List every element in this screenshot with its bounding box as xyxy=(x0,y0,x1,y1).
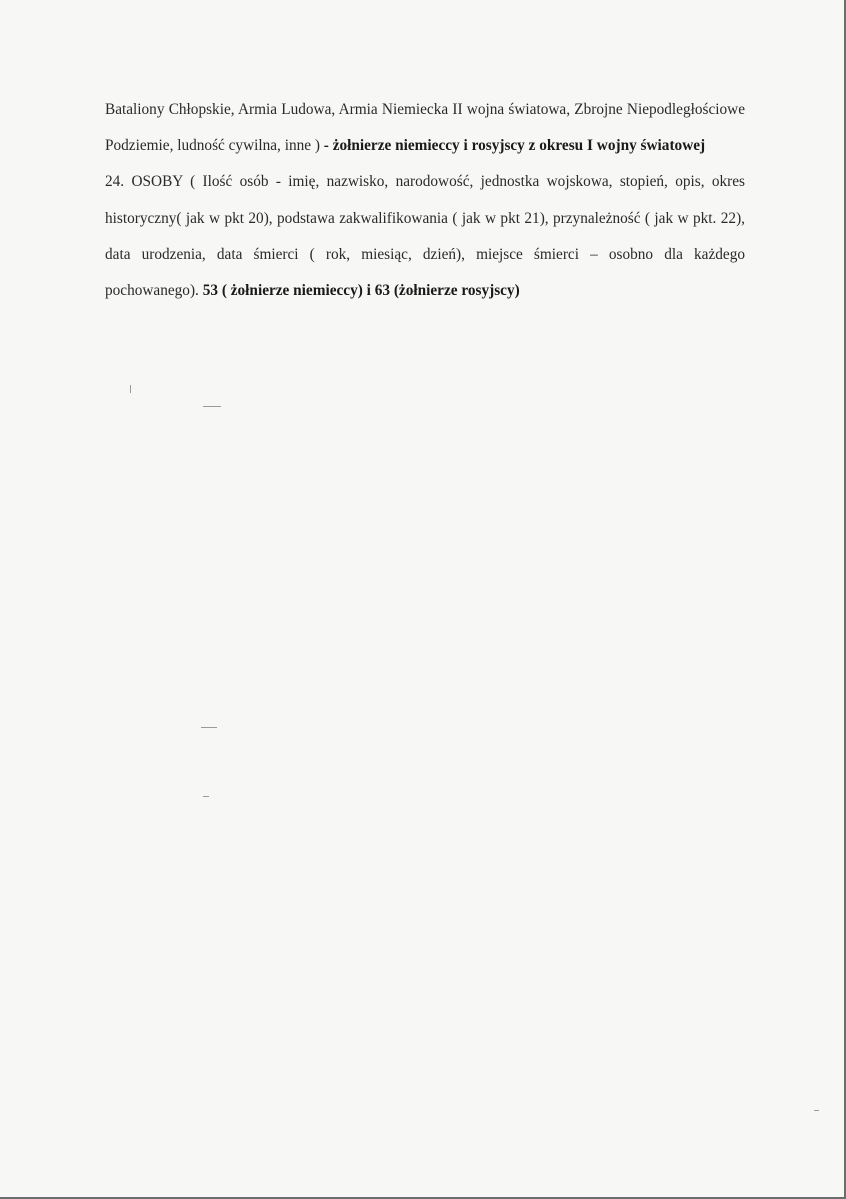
paragraph-persons xyxy=(105,164,745,309)
scan-speck xyxy=(203,796,209,797)
scan-speck xyxy=(130,385,131,393)
categories-bold-text: - żołnierze niemieccy i rosyjscy z okresu I wojny światowej xyxy=(323,137,706,155)
scan-speck xyxy=(203,406,221,407)
categories-text: Bataliony Chłopskie, Armia Ludowa, Armia Niemiecka II wojna światowa, Zbrojne Niepodległościowe Podziemie, ludność cywilna, inne ) xyxy=(105,101,745,155)
scan-speck xyxy=(814,1110,819,1111)
persons-text: 24. OSOBY ( Ilość osób - imię, nazwisko, narodowość, jednostka wojskowa, stopień, opis, okres historyczny( jak w pkt 20), podstawa zakwalifikowania ( jak w pkt 21), przynależność ( jak w pkt. 22), data urodzenia, data śmierci ( rok, miesiąc, dzień), miejsce śmierci – osobno dla każdego pochowanego). xyxy=(105,173,745,300)
paragraph-categories xyxy=(105,92,745,164)
document-body xyxy=(105,92,745,309)
persons-count-text: 53 ( żołnierze niemieccy) i 63 (żołnierze rosyjscy) xyxy=(202,282,520,300)
scan-speck xyxy=(201,727,217,728)
